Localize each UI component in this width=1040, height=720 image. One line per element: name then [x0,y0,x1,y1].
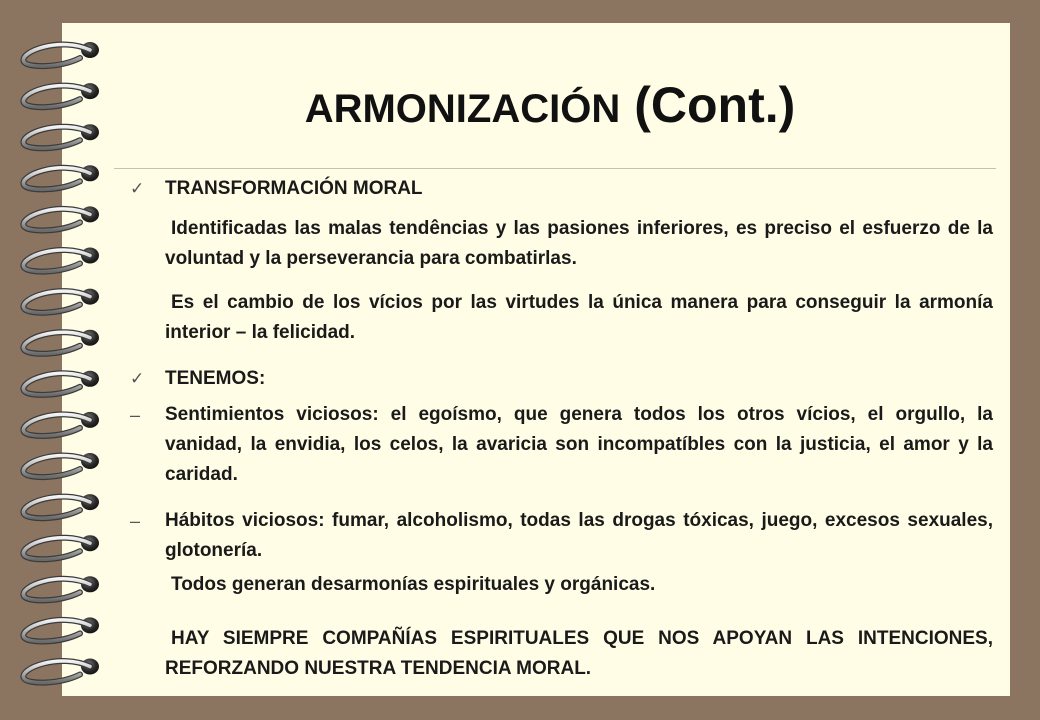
spiral-ring-icon [23,165,99,189]
spiral-ring-icon [23,412,99,436]
spiral-ring-icon [23,659,99,683]
list-item-sentimientos: Sentimientos viciosos: el egoísmo, que genera todos los otros vícios, el orgullo, la vanidad, la envidia, los celos, la avaricia son incompatíbles con la justicia, el amor y la caridad. [165,404,993,485]
spiral-ring-icon [23,206,99,230]
spiral-ring-icon [23,576,99,600]
spiral-ring-icon [23,42,99,66]
paragraph-moral-2: Es el cambio de los vícios por las virtudes la única manera para conseguir la armonía interior – la felicidad. [165,292,993,343]
spiral-ring-icon [23,248,99,272]
page-title [0,76,1040,134]
dash-icon: – [130,511,141,531]
title-suffix: (Cont.) [634,77,796,133]
title-divider [114,168,996,169]
dash-icon: – [130,405,141,425]
spiral-ring-icon [23,453,99,477]
spiral-ring-icon [23,494,99,518]
paragraph-moral-1: Identificadas las malas tendências y las pasiones inferiores, es preciso el esfuerzo de la voluntad y la perseverancia para combatirlas. [165,218,993,269]
spiral-ring-icon [23,330,99,354]
paragraph-desarmonias: Todos generan desarmonías espirituales y orgánicas. [171,574,656,595]
section-heading-moral: TRANSFORMACIÓN MORAL [165,178,423,199]
checkmark-icon: ✓ [130,179,145,198]
spiral-ring-icon [23,371,99,395]
title-main: ARMONIZACIÓN [304,87,621,131]
spiral-ring-icon [23,535,99,559]
spiral-ring-icon [23,289,99,313]
section-heading-tenemos: TENEMOS: [165,368,266,389]
list-item-habitos: Hábitos viciosos: fumar, alcoholismo, todas las drogas tóxicas, juego, excesos sexuales, glotonería. [165,510,993,561]
spiral-ring-icon [23,617,99,641]
paragraph-companias: HAY SIEMPRE COMPAÑÍAS ESPIRITUALES QUE NOS APOYAN LAS INTENCIONES, REFORZANDO NUESTRA TENDENCIA MORAL. [165,628,993,679]
checkmark-icon: ✓ [130,369,145,388]
